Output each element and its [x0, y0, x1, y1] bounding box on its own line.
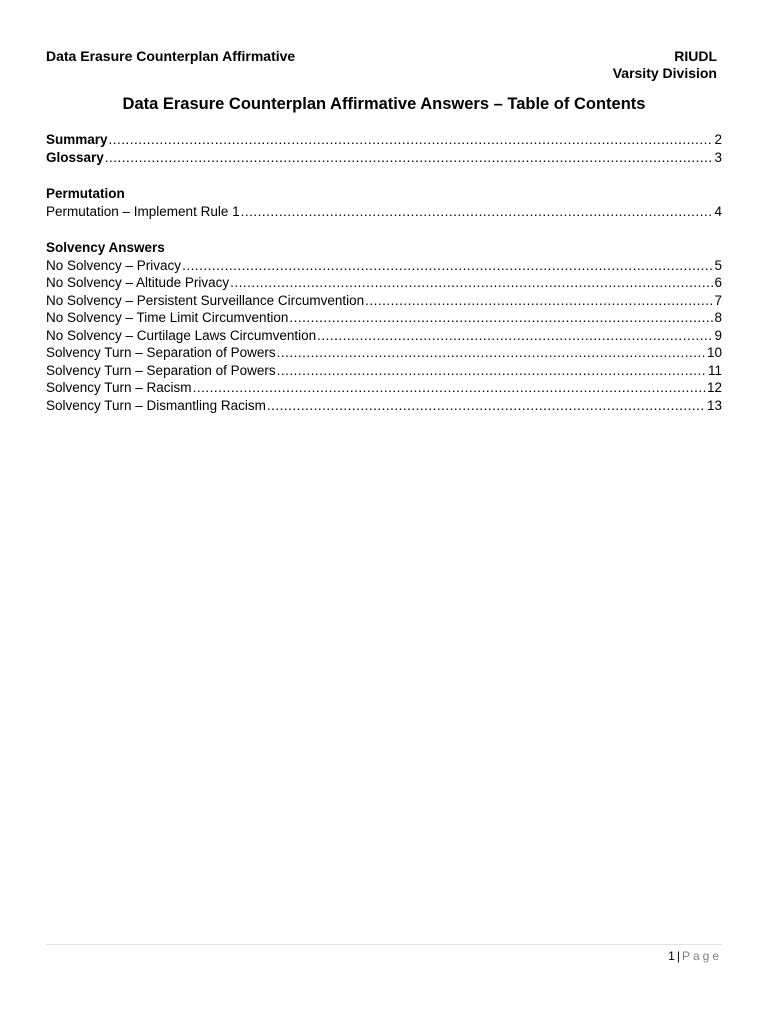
toc-entry-title: No Solvency – Altitude Privacy — [46, 275, 230, 290]
page-footer — [668, 948, 722, 964]
toc-entry[interactable] — [46, 397, 722, 415]
toc-entry-title: No Solvency – Persistent Surveillance Circumvention — [46, 292, 365, 308]
toc-entry[interactable] — [46, 257, 722, 275]
toc-dot-leader — [277, 344, 706, 362]
toc-entry-title: Solvency Turn – Separation of Powers — [46, 345, 276, 360]
toc-dot-leader — [289, 309, 713, 327]
toc-entry-title: Glossary — [46, 149, 104, 165]
toc-page-number: 6 — [714, 275, 722, 290]
toc-page-number: 9 — [714, 327, 722, 343]
toc-page-number: 5 — [714, 257, 722, 273]
page-title: Data Erasure Counterplan Affirmative Answers – Table of Contents — [122, 95, 646, 113]
toc-page-number: 4 — [714, 203, 722, 219]
toc-dot-leader — [317, 327, 713, 345]
header-division-name: Varsity Division — [612, 65, 717, 81]
footer-page-number: 1 — [668, 949, 675, 963]
toc-dot-leader — [182, 257, 713, 275]
toc-section-heading-permutation: Permutation — [46, 186, 125, 201]
footer-divider — [46, 944, 722, 945]
toc-page-number: 7 — [714, 292, 722, 308]
toc-page-number: 10 — [706, 345, 722, 360]
toc-dot-leader — [267, 397, 706, 415]
toc-dot-leader — [365, 292, 713, 310]
toc-entry[interactable] — [46, 203, 722, 221]
toc-entry-glossary[interactable] — [46, 149, 722, 167]
toc-dot-leader — [193, 379, 706, 397]
toc-page-number: 3 — [714, 149, 722, 165]
table-of-contents — [46, 131, 722, 414]
toc-page-number: 11 — [707, 362, 722, 378]
toc-entry[interactable] — [46, 309, 722, 327]
toc-entry-title: Permutation – Implement Rule 1 — [46, 203, 240, 219]
footer-separator: | — [676, 949, 680, 963]
toc-dot-leader — [277, 362, 707, 380]
toc-dot-leader — [105, 149, 714, 167]
header-right-block — [613, 48, 717, 82]
toc-section-heading-solvency-answers: Solvency Answers — [46, 240, 165, 255]
toc-entry-title: No Solvency – Privacy — [46, 257, 182, 273]
toc-page-number: 12 — [706, 380, 722, 395]
toc-dot-leader — [230, 274, 713, 292]
footer-page-label: Page — [681, 949, 722, 963]
toc-entry[interactable] — [46, 344, 722, 362]
toc-entry-title: Summary — [46, 132, 108, 147]
toc-page-number: 8 — [714, 310, 722, 325]
toc-entry-title: Solvency Turn – Separation of Powers — [46, 362, 276, 378]
toc-page-number: 2 — [714, 132, 722, 147]
toc-entry[interactable] — [46, 379, 722, 397]
toc-entry[interactable] — [46, 362, 722, 380]
toc-entry-title: Solvency Turn – Dismantling Racism — [46, 397, 266, 413]
toc-entry-title: Solvency Turn – Racism — [46, 380, 192, 395]
toc-entry[interactable] — [46, 327, 722, 345]
toc-dot-leader — [109, 131, 714, 149]
toc-entry-title: No Solvency – Time Limit Circumvention — [46, 310, 289, 325]
toc-entry-title: No Solvency – Curtilage Laws Circumvention — [46, 327, 317, 343]
header-document-title: Data Erasure Counterplan Affirmative — [46, 48, 296, 64]
header-league-name: RIUDL — [674, 48, 717, 64]
toc-entry[interactable] — [46, 292, 722, 310]
toc-page-number: 13 — [706, 397, 722, 413]
toc-entry[interactable] — [46, 274, 722, 292]
toc-entry-summary[interactable] — [46, 131, 722, 149]
toc-dot-leader — [241, 203, 714, 221]
